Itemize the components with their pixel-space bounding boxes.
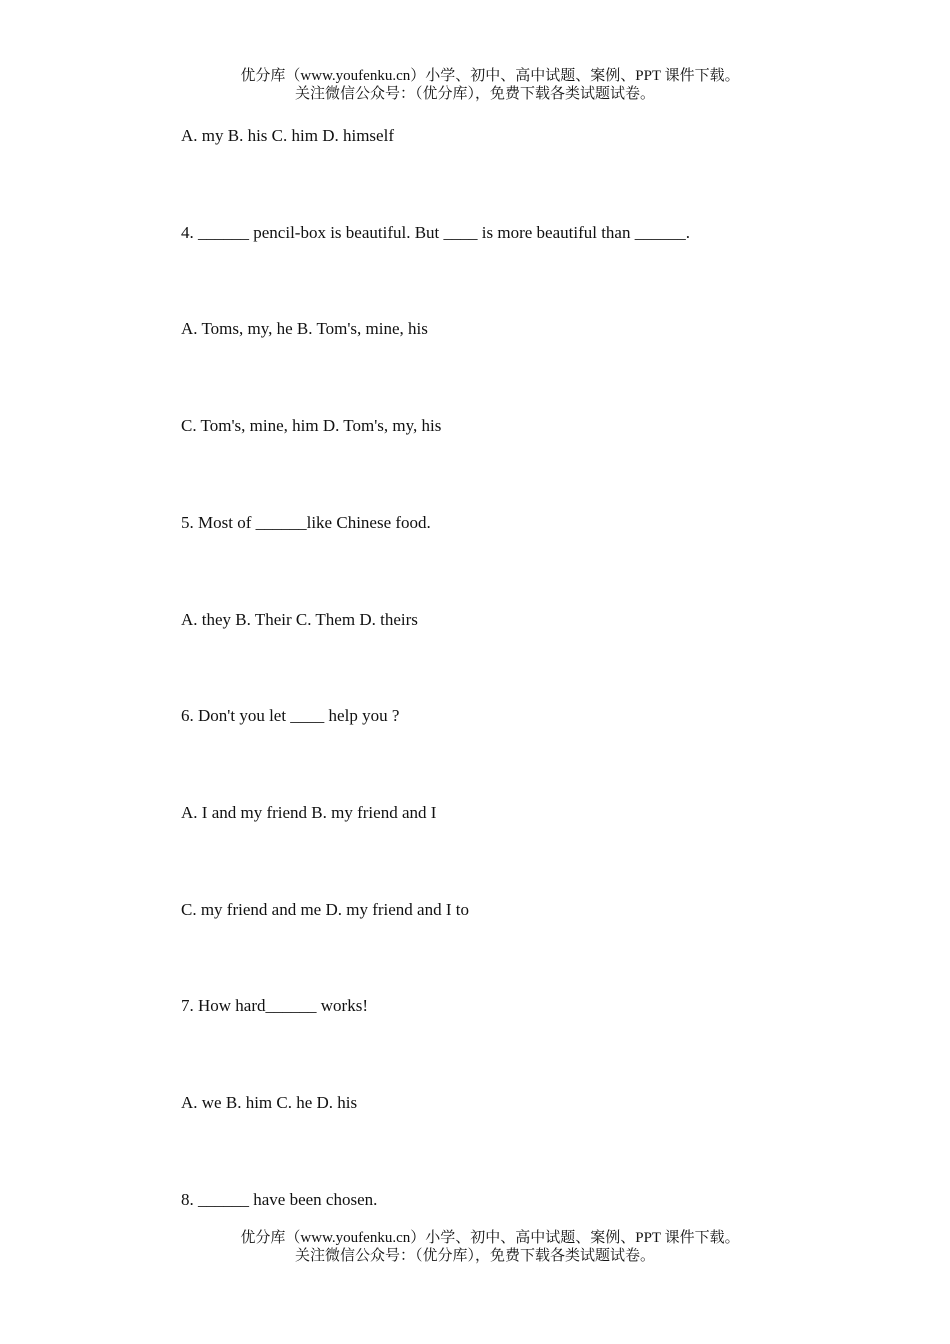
answer-options-q4-ab: A. Toms, my, he B. Tom's, mine, his [181, 319, 428, 338]
question-7: 7. How hard______ works! [181, 996, 368, 1015]
question-4: 4. ______ pencil-box is beautiful. But ____ is more beautiful than ______. [181, 223, 690, 242]
answer-options-q3: A. my B. his C. him D. himself [181, 126, 394, 145]
footer-line-1: 优分库（www.youfenku.cn）小学、初中、高中试题、案例、PPT 课件下载。 [240, 1230, 740, 1246]
footer-line-2: 关注微信公众号：（优分库），免费下载各类试题试卷。 [294, 1248, 655, 1264]
header-line-1: 优分库（www.youfenku.cn）小学、初中、高中试题、案例、PPT 课件下载。 [240, 68, 740, 84]
question-5: 5. Most of ______like Chinese food. [181, 513, 431, 532]
header-line-2: 关注微信公众号：（优分库），免费下载各类试题试卷。 [294, 86, 655, 102]
answer-options-q5: A. they B. Their C. Them D. theirs [181, 610, 418, 629]
answer-options-q4-cd: C. Tom's, mine, him D. Tom's, my, his [181, 416, 442, 435]
answer-options-q6-ab: A. I and my friend B. my friend and I [181, 803, 437, 822]
answer-options-q7: A. we B. him C. he D. his [181, 1093, 358, 1112]
answer-options-q6-cd: C. my friend and me D. my friend and I to [181, 900, 469, 919]
page-footer [0, 1229, 950, 1265]
question-6: 6. Don't you let ____ help you ? [181, 706, 400, 725]
question-8: 8. ______ have been chosen. [181, 1190, 378, 1209]
page-header [0, 67, 950, 103]
